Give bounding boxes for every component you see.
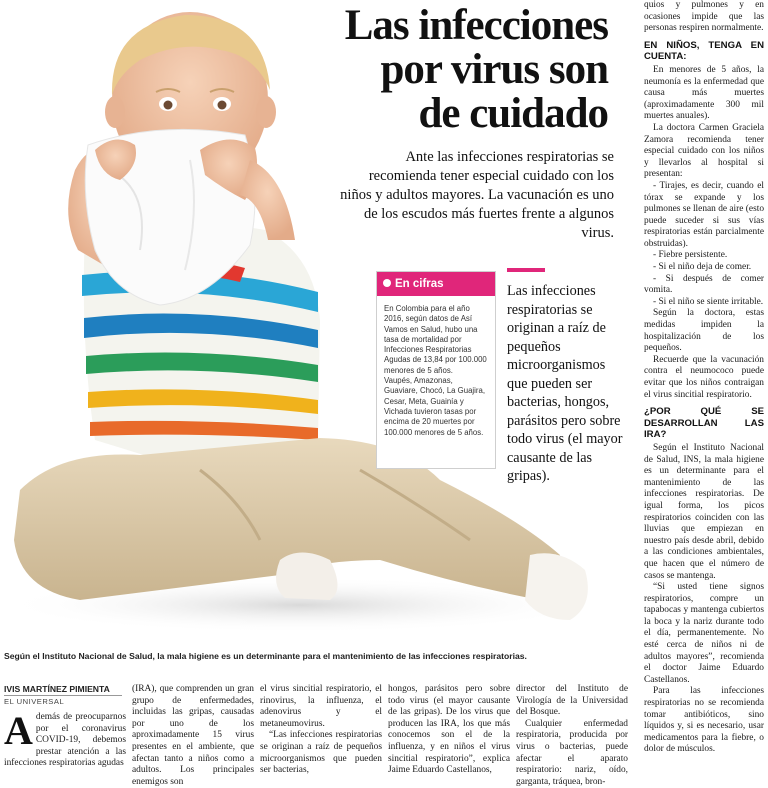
col6-list-item-3: - Si el niño deja de comer. [653,262,752,273]
body-column-3 [260,684,382,777]
byline-author: IVIS MARTÍNEZ PIMIENTA [4,684,110,694]
photo-caption: Según el Instituto Nacional de Salud, la mala higiene es un determinante para el mantenimiento de las infecciones respiratorias. [4,651,527,661]
byline-divider [4,695,122,696]
body-column-1 [4,708,126,770]
body-column-4-text: hongos, parásitos pero sobre todo virus (el mayor causante de las gripas). De los virus que producen las IRA, los que más conocemos son el de la influenza, y en niños el virus sincitial respiratorio”, explica Jaime Eduardo Castellanos, [388,684,510,776]
col6-paragraph-0: quios y pulmones y en ocasiones impide que las personas respiren normalmente. [644,0,764,34]
en-cifras-paragraph-2: Vaupés, Amazonas, Guaviare, Chocó, La Guajira, Cesar, Meta, Guainía y Vichada tuvieron tasas por encima de 20 muertes por 100.000 menores de 5 años. [384,376,485,437]
body-column-5 [516,684,628,788]
pullquote-accent-bar [507,268,545,272]
en-cifras-title: En cifras [395,278,444,290]
col6-paragraph-2: La doctora Carmen Graciela Zamora recomienda tener especial cuidado con los niños y llevarlos al hospital si presentan: [644,122,764,180]
headline-line-2: por virus son [380,46,608,93]
body-column-5-paragraph-2: Cualquier enfermedad respiratoria, producida por virus o bacterias, puede afectar el aparato respiratorio: nariz, oído, garganta, tráquea, bron- [516,718,628,787]
headline-line-1: Las infecciones [344,2,608,49]
en-cifras-header [377,272,495,296]
headline-line-3: de cuidado [418,90,608,137]
body-column-3-paragraph-2: “Las infecciones respiratorias se originan a raíz de pequeños microorganismos que pueden ser bacterias, [260,730,382,776]
body-column-3-paragraph-1: el virus sincitial respiratorio, el rinovirus, la influenza, el adenovirus y el metaneumovirus. [260,684,382,729]
body-column-2 [132,684,254,788]
dek-summary: Ante las infecciones respiratorias se recomienda tener especial cuidado con los niños y adultos mayores. La vacunación es uno de los escudos más fuertes frente a algunos virus. [340,149,614,241]
body-column-1-text: demás de preocuparnos por el coronavirus COVID-19, debemos prestar atención a las infecciones respiratorias agudas [4,712,126,769]
col6-list-item-2: - Fiebre persistente. [653,250,728,261]
col6-paragraph-5: Según el Instituto Nacional de Salud, INS, la mala higiene es un determinante para el mantenimiento de las infecciones respiratorias. De igual forma, los picos respiratorios coinciden con las lluvias que empiezan en nuestro país desde abril, debido a las condiciones ambientales, que hacen que el número de casos se mantenga. [644,442,764,581]
pullquote: Las infecciones respiratorias se originan a raíz de pequeños microorganismos que pueden ser bacterias, hongos, parásitos pero sobre todo virus (el mayor causante de las gripas). [507,283,623,484]
body-column-4 [388,684,510,777]
col6-paragraph-6: “Si usted tiene signos respiratorios, compre un tapabocas y mantenga cubiertos la boca y la nariz durante todo el día, permanentemente. No esté cerca de niños ni de adultos mayores”, recomienda el doctor Jaime Eduardo Castellanos. [644,582,764,685]
body-column-5-paragraph-1: director del Instituto de Virología de la Universidad del Bosque. [516,684,628,718]
drop-cap: A [4,708,33,753]
en-cifras-text [377,296,495,438]
col6-list-item-4: - Si después de comer vomita. [644,273,764,296]
col6-list-item-5: - Si el niño se siente irritable. [653,296,764,307]
en-cifras-paragraph-1: En Colombia para el año 2016, según datos de Así Vamos en Salud, hubo una tasa de mortalidad por Infecciones Respiratorias Agudas de 13,84 por 100.000 menores de 5 años. [384,304,487,375]
col6-paragraph-4: Recuerde que la vacunación contra el neumococo puede evitar que los niños contraigan el virus sincitial respiratorio. [644,354,764,400]
byline-organization: EL UNIVERSAL [4,697,65,706]
col6-paragraph-3: Según la doctora, estas medidas impiden la hospitalización de los pequeños. [644,308,764,354]
body-column-6 [644,0,764,756]
col6-paragraph-7: Para las infecciones respiratorias no se recomienda tomar antibióticos, sino líquidos y, si es necesario, usar medicamentos para la fiebre, o dolor de músculos. [644,686,764,755]
subheading-por-que: ¿POR QUÉ SE DESARROLLAN LAS IRA? [644,406,764,441]
col6-list-item-1: - Tirajes, es decir, cuando el tórax se expande y los pulmones se llenan de aire (esto puede suceder si sus vías respiratorias están parcialmente obstruidas). [644,180,765,249]
subheading-en-ninos: EN NIÑOS, TENGA EN CUENTA: [644,39,764,63]
en-cifras-box [376,271,496,469]
col6-paragraph-1: En menores de 5 años, la neumonía es la enfermedad que causa más muertes (aproximadamente 300 mil muertes anuales). [644,64,764,122]
bullet-dot-icon [383,279,391,287]
body-column-2-text: (IRA), que comprenden un gran grupo de enfermedades, incluidas las gripas, causadas por uno de los aproximadamente 15 virus presentes en el ambiente, que afectan tanto a niños como a adultos. Los principales enemigos son [132,684,254,787]
headline [308,4,608,136]
